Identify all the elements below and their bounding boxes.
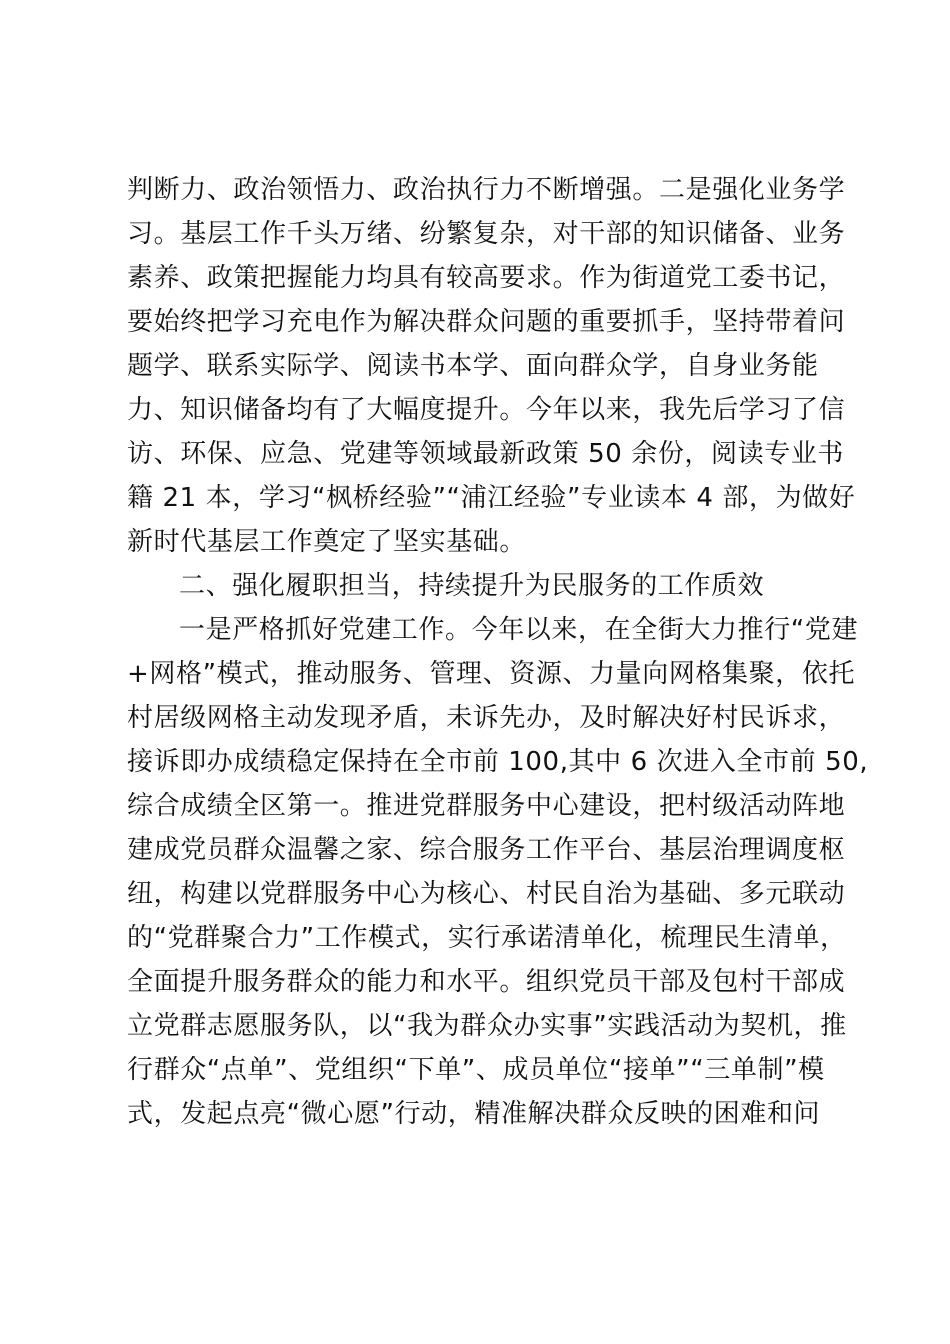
text-line: 籍 21 本，学习“枫桥经验”“浦江经验”专业读本 4 部，为做好 — [127, 483, 856, 513]
text-line: 的“党群聚合力”工作模式，实行承诺清单化，梳理民生清单， — [127, 923, 847, 953]
text-line: 立党群志愿服务队，以“我为群众办实事”实践活动为契机，推 — [127, 1011, 847, 1041]
text-line: 判断力、政治领悟力、政治执行力不断增强。二是强化业务学 — [127, 175, 846, 205]
text-line: 接诉即办成绩稳定保持在全市前 100,其中 6 次进入全市前 50, — [127, 747, 869, 777]
text-line: 素养、政策把握能力均具有较高要求。作为街道党工委书记， — [127, 263, 846, 293]
body-text — [127, 168, 869, 1136]
text-line: 纽，构建以党群服务中心为核心、村民自治为基础、多元联动 — [127, 879, 846, 909]
text-line: 综合成绩全区第一。推进党群服务中心建设，把村级活动阵地 — [127, 791, 846, 821]
text-line: 行群众“点单”、党组织“下单”、成员单位“接单”“三单制”模 — [127, 1055, 825, 1085]
text-line: 村居级网格主动发现矛盾，未诉先办，及时解决好村民诉求， — [127, 703, 846, 733]
text-line: 新时代基层工作奠定了坚实基础。 — [127, 527, 527, 557]
text-line: +网格”模式，推动服务、管理、资源、力量向网格集聚，依托 — [127, 659, 856, 689]
text-line: 题学、联系实际学、阅读书本学、面向群众学，自身业务能 — [127, 351, 819, 381]
text-line: 力、知识储备均有了大幅度提升。今年以来，我先后学习了信 — [127, 395, 846, 425]
text-line: 建成党员群众温馨之家、综合服务工作平台、基层治理调度枢 — [127, 835, 846, 865]
text-line: 式，发起点亮“微心愿”行动，精准解决群众反映的困难和问 — [127, 1099, 821, 1129]
section-heading: 二、强化履职担当，持续提升为民服务的工作质效 — [179, 571, 765, 601]
paragraph-start-line: 一是严格抓好党建工作。今年以来，在全街大力推行“党建 — [179, 615, 859, 645]
text-line: 全面提升服务群众的能力和水平。组织党员干部及包村干部成 — [127, 967, 846, 997]
text-line: 习。基层工作千头万绪、纷繁复杂，对干部的知识储备、业务 — [127, 219, 846, 249]
text-line: 访、环保、应急、党建等领域最新政策 50 余份，阅读专业书 — [127, 439, 845, 469]
text-line: 要始终把学习充电作为解决群众问题的重要抓手，坚持带着问 — [127, 307, 846, 337]
